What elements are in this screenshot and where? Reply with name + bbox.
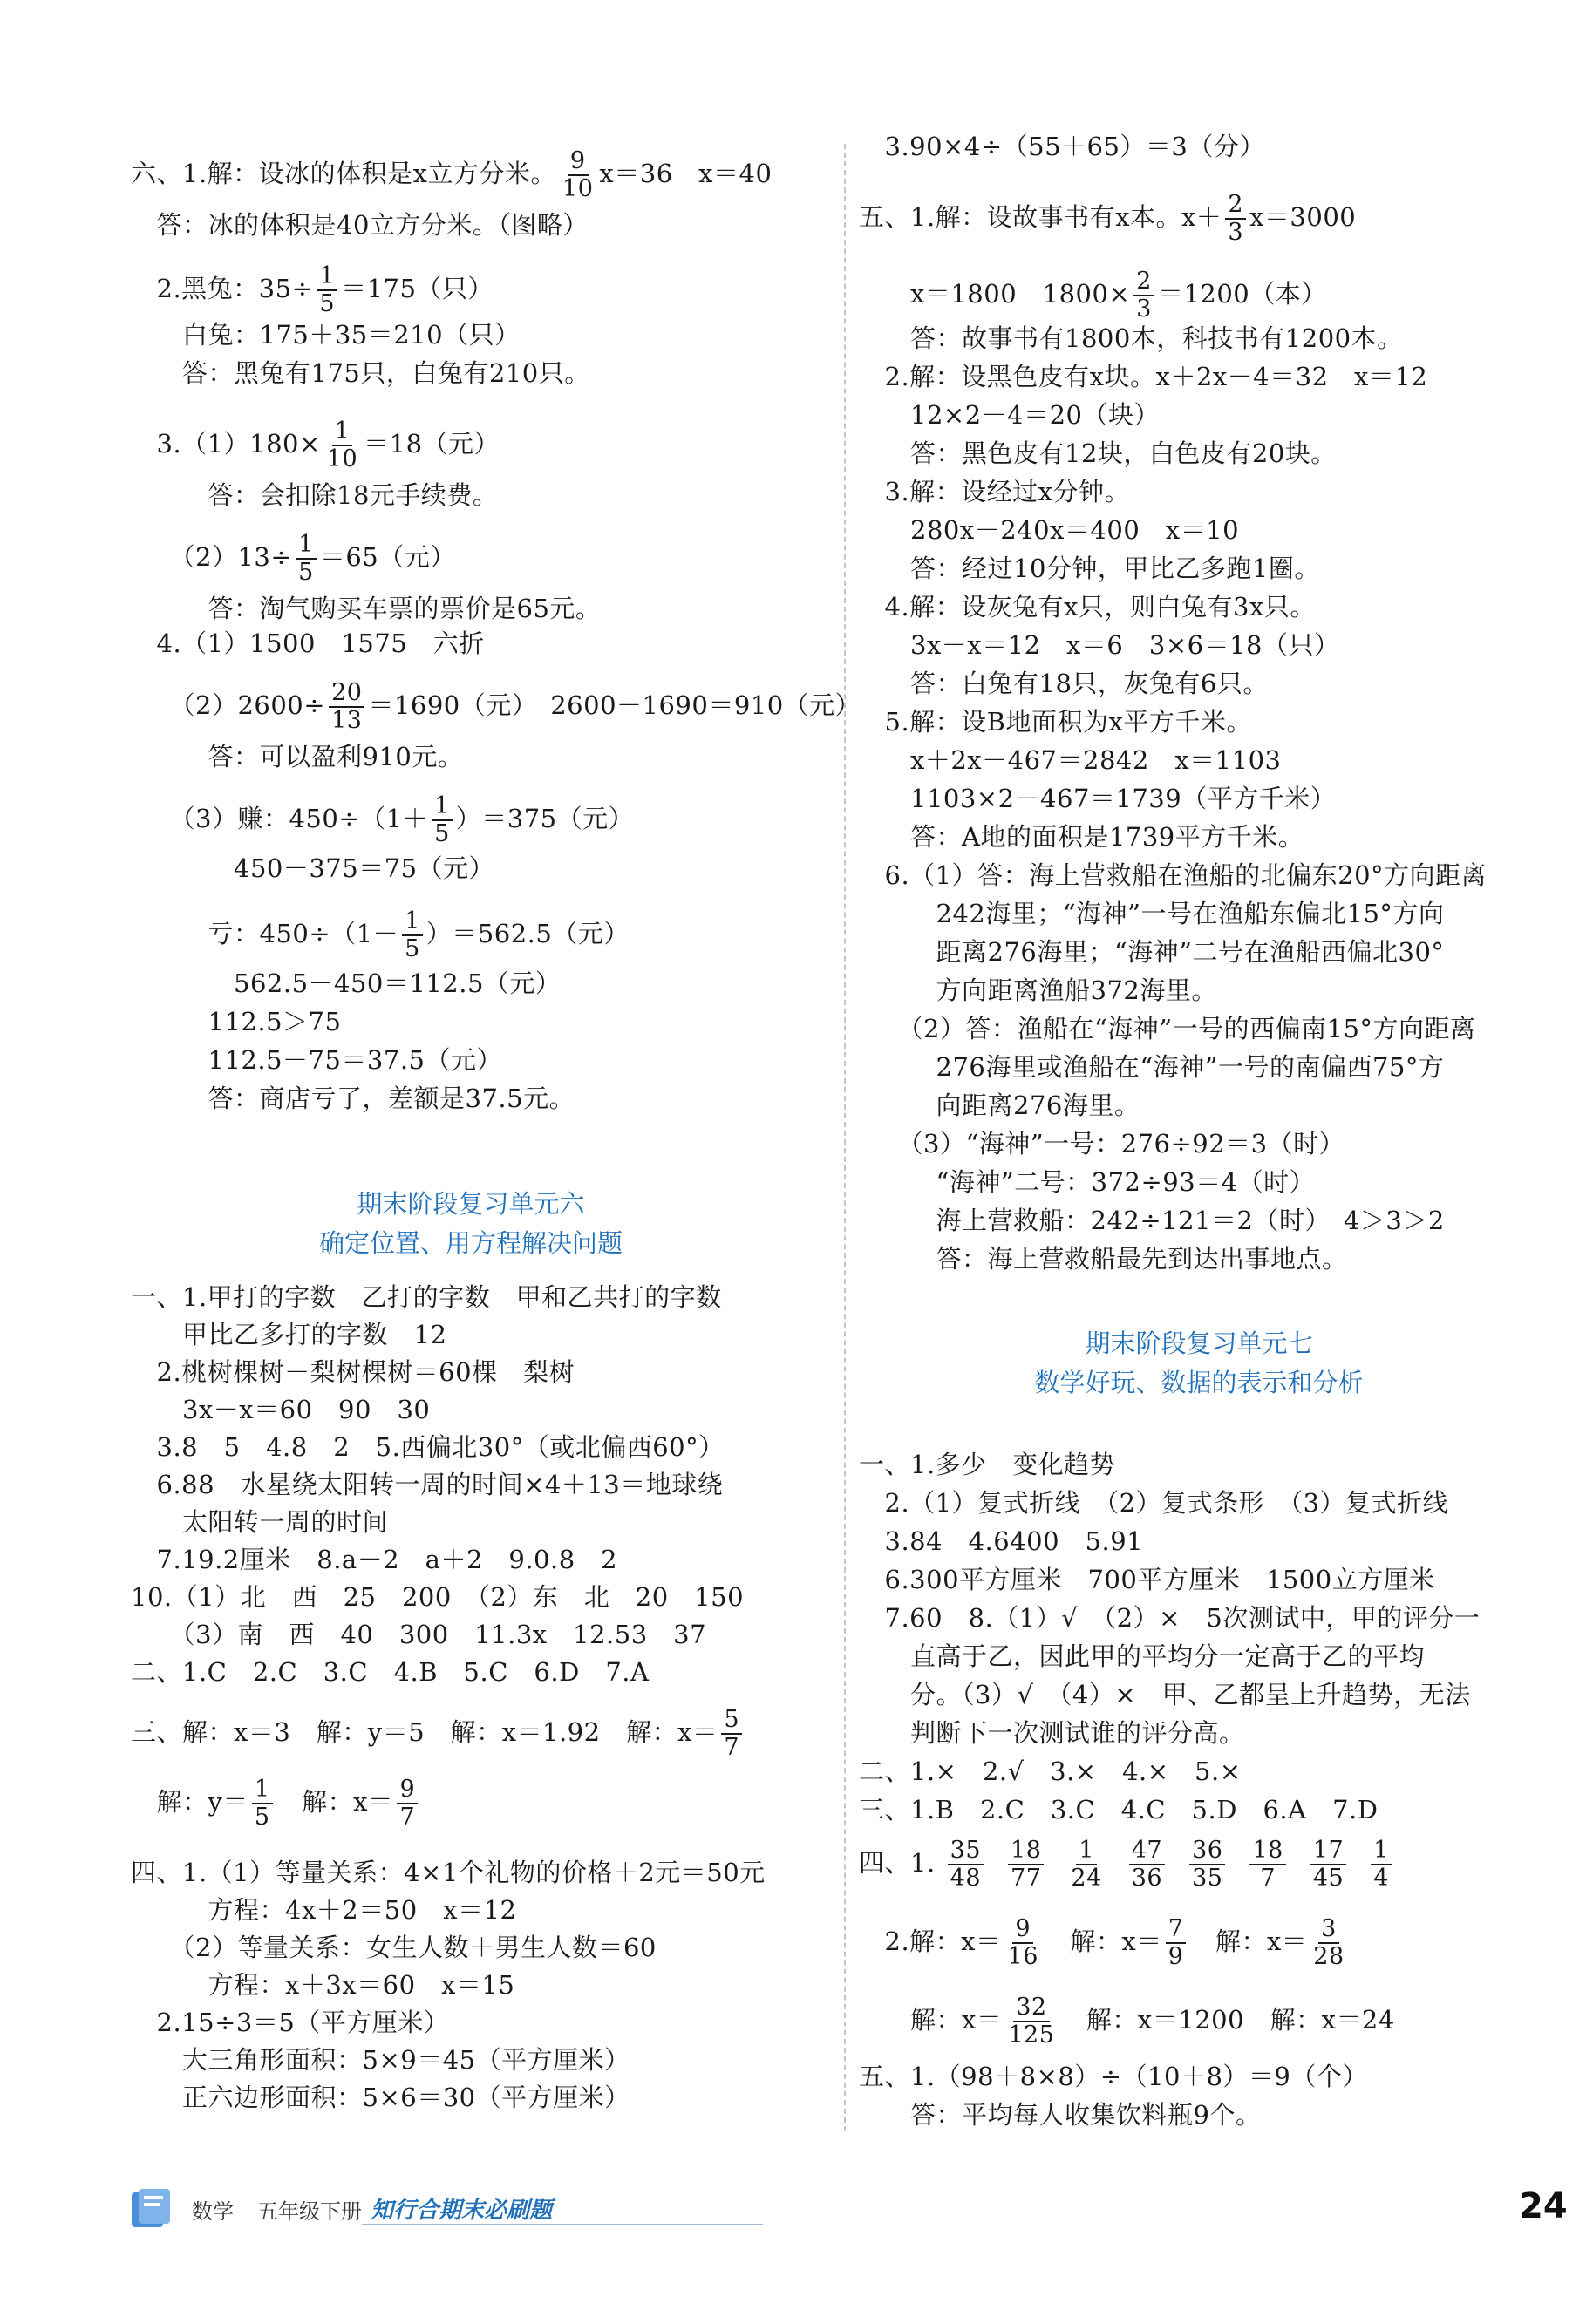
fraction-numerator: 1 [1371,1838,1392,1865]
line-text: 直高于乙，因此甲的平均分一定高于乙的平均 [859,1641,1426,1671]
fraction-denominator: 125 [1008,2022,1055,2049]
answer-line [859,1524,1143,1559]
section-heading: 期末阶段复习单元六 [357,1189,585,1219]
column-divider [844,144,846,2131]
book-icon [126,2184,175,2232]
answer-line [131,1043,502,1077]
line-text: 1103×2－467＝1739（平方千米） [859,784,1337,813]
fraction-denominator: 5 [254,1804,270,1831]
fraction [1225,192,1246,246]
fraction-numerator: 3 [1318,1916,1339,1944]
answer-line [859,666,1269,701]
fraction [560,148,596,202]
line-text: 四、1.（1）等量关系：4×1个礼物的价格＋2元＝50元 [131,1858,766,1887]
answer-line [859,1994,1395,2049]
fraction [432,793,453,847]
answer-line [859,589,1316,624]
fraction-denominator: 10 [562,175,594,202]
line-text: （2）13÷ [131,542,293,572]
line-text: 二、1.C 2.C 3.C 4.B 5.C 6.D 7.A [131,1657,650,1687]
line-text: 白兔：175＋35＝210（只） [131,320,521,350]
line-text: 方程：4x＋2＝50 x＝12 [131,1895,517,1925]
answer-line [859,268,1327,323]
line-text: 一、1.多少 变化趋势 [859,1450,1116,1479]
answer-line [131,1777,421,1831]
fraction-denominator: 24 [1071,1865,1102,1892]
answer-line [131,1004,341,1039]
fraction-numerator: 1 [1076,1838,1097,1865]
fraction-denominator: 3 [1136,296,1152,323]
answer-line [859,436,1337,471]
footer-brand: 知行合期末必刷题 [371,2198,553,2224]
line-text: （2）答：渔船在“海神”一号的西偏南15°方向距离 [859,1014,1476,1043]
fraction [317,263,337,317]
answer-line [859,1716,1245,1750]
line-text: 答：故事书有1800本，科技书有1200本。 [859,323,1403,353]
fraction-numerator: 2 [1225,192,1246,220]
fraction [397,1777,418,1831]
line-text: 2.15÷3＝5（平方厘米） [131,2008,450,2037]
line-text: 6.300平方厘米 700平方厘米 1500立方厘米 [859,1565,1435,1594]
footer-subject: 数学 [192,2199,234,2224]
answer-line [131,1967,514,2002]
answer-line [859,1485,1448,1520]
fraction [324,418,360,472]
fraction-denominator: 3 [1228,219,1244,246]
fraction-numerator: 35 [948,1838,984,1865]
answer-line [859,1677,1471,1712]
line-text: 242海里；“海神”一号在渔船东偏北15°方向 [859,899,1445,928]
line-text: 距离276海里；“海神”二号在渔船西偏北30° [859,937,1445,967]
answer-line [131,418,500,472]
line-text: x＝3000 [1249,202,1357,232]
fraction-denominator: 36 [1131,1865,1163,1892]
line-text: 5.解：设B地面积为x平方千米。 [859,707,1252,737]
line-text: 答：平均每人收集饮料瓶9个。 [859,2100,1262,2130]
answer-line [859,1088,1140,1123]
answer-line [131,908,630,962]
fraction-denominator: 77 [1011,1865,1042,1892]
line-text: 正六边形面积：5×6＝30（平方厘米） [131,2083,630,2112]
answer-line [859,1241,1348,1276]
line-text: 解：x＝ [276,1787,394,1817]
line-text: 解：x＝1200 解：x＝24 [1060,2005,1395,2035]
answer-line [859,1639,1425,1674]
line-text: 答：黑色皮有12块，白色皮有20块。 [859,438,1337,468]
line-text: 答：淘气购买车票的票价是65元。 [131,594,602,623]
answer-line [131,532,456,586]
fraction [1371,1838,1392,1892]
answer-line [859,934,1444,969]
fraction-denominator: 9 [1168,1943,1184,1970]
answer-line [859,1792,1379,1827]
fraction-denominator: 7 [1260,1865,1276,1892]
answer-line [131,1505,388,1539]
fraction-numerator: 9 [568,148,589,176]
footer-rule [362,2224,763,2225]
line-text: 三、解：x＝3 解：y＝5 解：x＝1.92 解：x＝ [131,1717,718,1747]
fraction [721,1707,742,1761]
line-text: 三、1.B 2.C 3.C 4.C 5.D 6.A 7.D [859,1795,1379,1825]
line-text: 4.（1）1500 1575 六折 [131,629,485,658]
line-text: （2）2600÷ [131,690,326,720]
fraction [329,680,364,734]
answer-line [859,1447,1115,1482]
answer-line [131,739,463,774]
answer-line [859,1011,1476,1046]
line-text: 甲比乙多打的字数 12 [131,1320,447,1349]
fraction [1129,1838,1165,1892]
line-text: 2.解：设黑色皮有x块。x＋2x－4＝32 x＝12 [859,362,1428,391]
line-text: 答：商店亏了，差额是37.5元。 [131,1084,575,1113]
line-text: 112.5＞75 [131,1007,342,1036]
fraction-numerator: 36 [1189,1838,1225,1865]
answer-line [859,743,1281,778]
line-text: 答：冰的体积是40立方分米。（图略） [131,210,589,240]
line-text: x＝36 x＝40 [599,159,773,188]
line-text: 3x－x＝60 90 30 [131,1395,431,1424]
fraction-numerator: 1 [332,418,353,446]
fraction-numerator: 1 [317,263,337,291]
fraction-numerator: 1 [296,532,317,560]
fraction-denominator: 7 [399,1804,416,1831]
answer-line [131,1707,745,1761]
answer-line [131,1430,725,1464]
fraction [252,1777,273,1831]
line-text: 6.88 水星绕太阳转一周的时间×4＋13＝地球绕 [131,1470,724,1499]
line-text: 分。（3）√ （4）× 甲、乙都呈上升趋势，无法 [859,1680,1471,1709]
fraction-denominator: 10 [326,445,358,472]
answer-line [131,2042,630,2077]
line-text: 4.解：设灰兔有x只，则白兔有3x只。 [859,592,1316,622]
fraction-denominator: 16 [1007,1943,1038,1970]
answer-line [131,478,498,513]
answer-line [859,2059,1368,2094]
line-text: 3.解：设经过x分钟。 [859,477,1131,506]
line-text: （3）赚：450÷（1＋ [131,804,429,833]
line-text: 6.（1）答：海上营救船在渔船的北偏东20°方向距离 [859,860,1487,890]
line-text: 大三角形面积：5×9＝45（平方厘米） [131,2045,630,2075]
fraction-numerator: 2 [1133,268,1154,296]
line-text: x＋2x－467＝2842 x＝1103 [859,745,1282,775]
answer-line [859,1916,1351,1970]
fraction [948,1838,984,1892]
answer-line [859,973,1217,1008]
answer-line [859,896,1444,931]
line-text: ＝65（元） [319,542,456,572]
fraction [1189,1838,1225,1892]
line-text: ＝175（只） [341,274,494,303]
line-text: 10.（1）北 西 25 200 （2）东 北 20 150 [131,1582,745,1612]
answer-line [131,626,485,661]
answer-line [131,591,601,626]
answer-line [131,2080,630,2115]
answer-line [859,398,1160,432]
answer-line [859,474,1130,509]
line-text: ）＝562.5（元） [425,919,630,948]
fraction-denominator: 5 [405,935,420,962]
answer-line [131,317,521,352]
line-text: 判断下一次测试谁的评分高。 [859,1718,1245,1748]
fraction [1068,1838,1104,1892]
line-text: 2.解：x＝ [859,1926,1002,1956]
fraction-numerator: 47 [1129,1838,1165,1865]
answer-line [131,1617,706,1652]
answer-line [131,1892,516,1927]
line-text: 答：A地的面积是1739平方千米。 [859,822,1304,852]
line-text: 向距离276海里。 [859,1091,1140,1120]
fraction [1005,1916,1041,1970]
answer-line [859,781,1336,816]
fraction-denominator: 48 [950,1865,982,1892]
line-text: 7.60 8.（1）√ （2）× 5次测试中，甲的评分一 [859,1603,1481,1633]
line-text: 六、1.解：设冰的体积是x立方分米。 [131,159,557,188]
answer-line [859,704,1252,739]
answer-line [131,1580,744,1614]
fraction-answer-row [859,1838,1404,1892]
fraction-numerator: 9 [1012,1916,1033,1944]
fraction [402,908,423,962]
line-text: ＝18（元） [364,429,500,459]
line-text: 方程：x＋3x＝60 x＝15 [131,1970,515,2000]
line-text: ）＝375（元） [455,804,635,833]
line-text: 112.5－75＝37.5（元） [131,1045,502,1075]
line-text: 答：黑兔有175只，白兔有210只。 [131,358,590,388]
line-text: x＝1800 1800× [859,279,1131,309]
line-text: 海上营救船：242÷121＝2（时） 4＞3＞2 [859,1206,1445,1235]
line-text: 太阳转一周的时间 [131,1507,389,1537]
answer-line [859,1203,1445,1238]
line-text: 亏：450÷（1－ [131,919,399,948]
line-text: 2.（1）复式折线 （2）复式条形 （3）复式折线 [859,1488,1449,1518]
section-heading: 期末阶段复习单元七 [1085,1328,1313,1358]
answer-line [859,359,1427,394]
fraction-numerator: 1 [432,793,453,821]
answer-line [131,1355,575,1390]
line-text: 二、1.× 2.√ 3.× 4.× 5.× [859,1757,1242,1786]
line-text: 解：x＝ [1044,1926,1162,1956]
line-text: 答：会扣除18元手续费。 [131,480,499,510]
fraction-numerator: 7 [1166,1916,1187,1944]
answer-line [859,1126,1345,1161]
line-text: （3）“海神”一号：276÷92＝3（时） [859,1129,1345,1159]
fraction-denominator: 35 [1192,1865,1223,1892]
line-text: “海神”二号：372÷93＝4（时） [859,1167,1316,1197]
line-text: 五、1.（98＋8×8）÷（10＋8）＝9（个） [859,2062,1368,2091]
line-text: 解：y＝ [131,1787,248,1817]
fraction-numerator: 18 [1249,1838,1285,1865]
fraction [1166,1916,1187,1970]
line-text: （2）等量关系：女生人数＋男生人数＝60 [131,1933,657,1962]
answer-line [131,966,561,1001]
fraction-numerator: 20 [329,680,364,708]
fraction-denominator: 4 [1373,1865,1389,1892]
answer-line [859,819,1304,854]
answer-line [131,680,861,734]
line-text: 3.8 5 4.8 2 5.西偏北30°（或北偏西60°） [131,1432,725,1462]
fraction [296,532,317,586]
answer-line [131,1855,766,1890]
line-text: 2.桃树棵树－梨树棵树＝60棵 梨树 [131,1357,575,1387]
fraction-numerator: 18 [1008,1838,1044,1865]
line-text: 280x－240x＝400 x＝10 [859,515,1240,545]
line-text: 答：白兔有18只，灰兔有6只。 [859,669,1269,698]
line-text: 276海里或渔船在“海神”一号的南偏西75°方 [859,1052,1445,1082]
line-text: 12×2－4＝20（块） [859,400,1161,430]
answer-line [859,551,1320,586]
section-heading: 数学好玩、数据的表示和分析 [1034,1368,1364,1397]
answer-line [859,1562,1435,1597]
fraction [1008,1838,1044,1892]
fraction-numerator: 32 [1013,1994,1049,2022]
line-text: 7.19.2厘米 8.a－2 a＋2 9.0.8 2 [131,1545,618,1574]
answer-line [859,1050,1444,1084]
fraction [1133,268,1154,323]
answer-line [131,207,589,242]
answer-line [131,148,772,202]
answer-line [859,129,1265,164]
line-text: 方向距离渔船372海里。 [859,975,1217,1005]
answer-line [131,851,494,886]
fraction-numerator: 17 [1310,1838,1346,1865]
line-text: 答：海上营救船最先到达出事地点。 [859,1244,1348,1274]
fraction [1005,1994,1057,2049]
fraction-denominator: 13 [331,707,363,734]
fraction-numerator: 1 [252,1777,273,1804]
line-text: 2.黑兔：35÷ [131,274,314,303]
answer-line [131,1280,722,1315]
answer-line [859,858,1487,893]
answer-line [131,1655,649,1689]
line-text: 3.84 4.6400 5.91 [859,1526,1144,1556]
fraction-numerator: 9 [397,1777,418,1804]
answer-line [131,356,590,391]
line-text: 答：可以盈利910元。 [131,742,464,771]
answer-line [131,263,494,317]
fraction-denominator: 5 [298,559,314,586]
fraction-denominator: 45 [1312,1865,1345,1892]
fraction [1249,1838,1285,1892]
section-heading: 确定位置、用方程解决问题 [318,1228,623,1258]
line-text: （3）南 西 40 300 11.3x 12.53 37 [131,1620,707,1649]
answer-line [859,1600,1480,1635]
line-text: 3.（1）180× [131,429,321,459]
answer-line [131,1317,446,1352]
fraction [1310,1838,1346,1892]
answer-line [131,1392,430,1427]
line-text: 一、1.甲打的字数 乙打的字数 甲和乙共打的字数 [131,1282,722,1312]
line-text: 解：x＝ [859,2005,1003,2035]
line-text: 解：x＝ [1189,1926,1308,1956]
answer-line [859,2097,1261,2132]
answer-line [131,1467,723,1502]
line-text: ＝1690（元） 2600－1690＝910（元） [368,690,861,720]
fraction [1310,1916,1346,1970]
answer-line [131,1930,657,1965]
line-text: 四、1. [859,1848,936,1878]
answer-line [859,628,1339,663]
line-text: 3x－x＝12 x＝6 3×6＝18（只） [859,630,1340,660]
answer-line [131,2005,449,2040]
answer-line [859,513,1239,547]
answer-line [859,321,1403,356]
fraction-numerator: 1 [402,908,423,936]
line-text: 答：经过10分钟，甲比乙多跑1圈。 [859,554,1320,583]
footer-grade: 五年级下册 [257,2199,362,2224]
answer-line [859,1165,1315,1199]
line-text: ＝1200（本） [1157,279,1327,309]
answer-line [131,793,634,847]
fraction-denominator: 28 [1313,1943,1345,1970]
line-text: 562.5－450＝112.5（元） [131,968,562,998]
page-footer [126,2184,1565,2245]
fraction-numerator: 5 [721,1707,742,1735]
answer-line [131,1542,617,1577]
fraction-denominator: 5 [434,820,450,847]
answer-line [859,192,1356,246]
fraction-denominator: 5 [319,290,336,317]
line-text: 3.90×4÷（55＋65）＝3（分） [859,132,1265,161]
answer-line [131,1081,575,1116]
page-number: 24 [1519,2186,1568,2226]
line-text: 五、1.解：设故事书有x本。x＋ [859,202,1222,232]
fraction-denominator: 7 [724,1734,740,1761]
line-text: 450－375＝75（元） [131,853,495,883]
answer-line [859,1754,1242,1789]
